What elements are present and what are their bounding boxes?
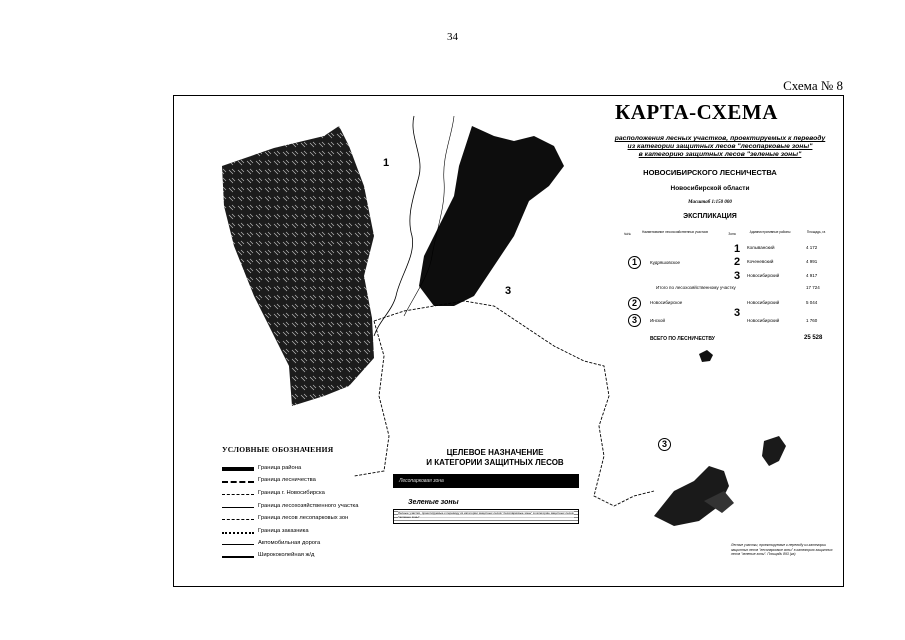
row-5-area: 1 760 bbox=[806, 318, 818, 323]
legend-item-railway: Ширококолейная ж/д bbox=[222, 552, 382, 562]
row-2-area: 4 991 bbox=[806, 259, 818, 264]
map-scale: Масштаб 1:150 000 bbox=[688, 200, 732, 205]
legend-item-road: Автомобильная дорога bbox=[222, 540, 382, 550]
row-1-area: 4 172 bbox=[806, 245, 818, 250]
row-5-district: Новосибирский bbox=[747, 318, 780, 323]
row-3-zone: 3 bbox=[734, 270, 741, 282]
row-2-zone: 2 bbox=[734, 256, 741, 268]
row-1-circle: 1 bbox=[628, 256, 641, 269]
subtotal-label: Итого по лесохозяйственному участку bbox=[656, 285, 736, 290]
site-3-patch-b bbox=[762, 436, 786, 466]
green-zone-title: Зеленые зоны bbox=[408, 499, 459, 506]
region-name: Новосибирской области bbox=[670, 185, 750, 192]
legend-item-parkzone: Граница лесов лесопарковых зон bbox=[222, 515, 382, 525]
legend-item-reserve: Граница заказника bbox=[222, 528, 382, 538]
explication-title: ЭКСПЛИКАЦИЯ bbox=[683, 213, 737, 220]
subtitle-line-3: в категорию защитных лесов "зеленые зоны" bbox=[638, 151, 802, 158]
swatch-railway bbox=[222, 556, 254, 558]
row-2-district: Коченевский bbox=[747, 259, 774, 264]
subtitle-line-2: из категории защитных лесов "лесопарковые зоны" bbox=[627, 143, 813, 150]
swatch-forestry-boundary bbox=[222, 481, 254, 483]
row-4-5-zone: 3 bbox=[734, 307, 741, 319]
row-4-circle: 2 bbox=[628, 297, 641, 310]
row-5-site: Инской bbox=[650, 318, 666, 323]
legend-title: УСЛОВНЫЕ ОБОЗНАЧЕНИЯ bbox=[222, 445, 334, 454]
col-header-number: №№ bbox=[624, 232, 631, 236]
map-note: Лесные участки, проектируемые к переводу из категории защитных лесов "лесопарковые зоны" в категорию защитных лесов "зеленые зоны". Площадь 893 (га) bbox=[731, 543, 833, 557]
swatch-site-boundary bbox=[222, 507, 254, 508]
page-number: 34 bbox=[447, 31, 458, 43]
row-4-site: Новосибирское bbox=[650, 300, 683, 305]
row-3-district: Новосибирский bbox=[747, 273, 780, 278]
swatch-city-boundary bbox=[222, 494, 254, 495]
subtotal-value: 17 724 bbox=[806, 285, 820, 290]
forestry-name: НОВОСИБИРСКОГО ЛЕСНИЧЕСТВА bbox=[643, 168, 777, 177]
map-title: КАРТА-СХЕМА bbox=[615, 100, 778, 124]
col-header-area: Площадь, га bbox=[806, 230, 826, 234]
row-1-zone: 1 bbox=[734, 243, 741, 255]
zone-label-1: 1 bbox=[383, 157, 390, 169]
purpose-category-bar: Лесопарковая зона bbox=[393, 474, 579, 488]
row-4-area: 5 044 bbox=[806, 300, 818, 305]
river bbox=[374, 116, 420, 336]
swatch-road bbox=[222, 544, 254, 545]
row-3-area: 4 917 bbox=[806, 273, 818, 278]
row-1-site: Кудряшовское bbox=[650, 260, 680, 265]
forest-block-west bbox=[222, 126, 374, 406]
zone-label-3: 3 bbox=[505, 285, 512, 297]
purpose-title: ЦЕЛЕВОЕ НАЗНАЧЕНИЕ И КАТЕГОРИИ ЗАЩИТНЫХ ЛЕСОВ bbox=[426, 448, 564, 467]
scheme-number: Схема № 8 bbox=[783, 78, 843, 93]
green-zone-swatch: Лесные участки, проектируемые к переводу из категории защитных лесов "лесопарковые зоны" в категорию защитных лесов "зеленые зоны" bbox=[393, 509, 579, 524]
row-5-circle: 3 bbox=[628, 314, 641, 327]
total-value: 25 528 bbox=[804, 335, 823, 341]
col-header-site: Наименование лесохозяйственных участков bbox=[642, 230, 708, 234]
legend-item-forestry: Граница лесничества bbox=[222, 477, 382, 487]
col-header-zone: Зона bbox=[728, 232, 736, 236]
legend-item-city: Граница г. Новосибирска bbox=[222, 490, 382, 500]
legend-item-district: Граница района bbox=[222, 465, 382, 475]
row-1-district: Колыванский bbox=[747, 245, 775, 250]
subtitle-line-1: расположения лесных участков, проектируемых к переводу bbox=[614, 135, 826, 142]
site-circle-3: 3 bbox=[658, 438, 671, 451]
swatch-parkzone-boundary bbox=[222, 519, 254, 520]
total-label: ВСЕГО ПО ЛЕСНИЧЕСТВУ bbox=[650, 336, 715, 342]
swatch-reserve-boundary bbox=[222, 532, 254, 534]
col-header-district: Административные районы bbox=[749, 230, 791, 234]
row-4-district: Новосибирский bbox=[747, 300, 780, 305]
legend-item-site: Граница лесохозяйственного участка bbox=[222, 503, 382, 513]
swatch-district-boundary bbox=[222, 467, 254, 471]
